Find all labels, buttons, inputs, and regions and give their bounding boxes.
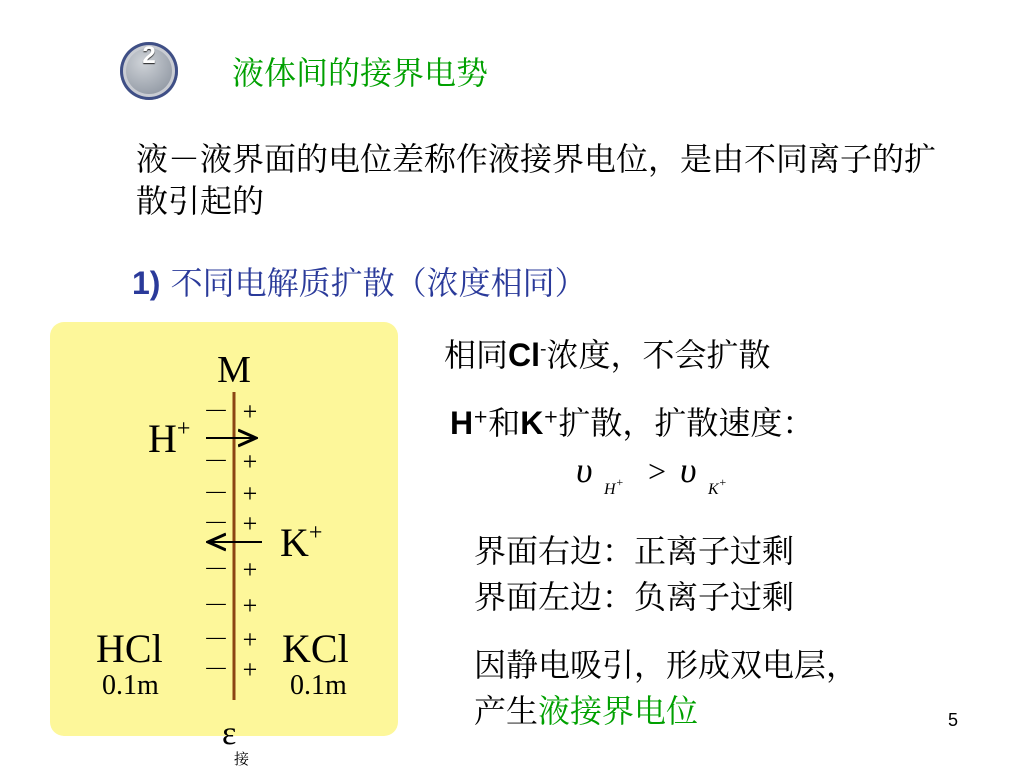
ion-diffusion-line: H+和K+扩散，扩散速度：: [450, 404, 815, 442]
double-layer-line: 因静电吸引，形成双电层，: [474, 646, 859, 684]
h-ion-label: H+: [148, 416, 191, 461]
plus-sign: +: [242, 655, 258, 684]
minus-sign: －: [202, 625, 230, 654]
velocity-symbol-h: υ: [576, 450, 593, 490]
highlight-term: 液接界电位: [538, 692, 699, 730]
right-side-excess-line: 界面右边：正离子过剩: [474, 532, 795, 570]
electrode-label: M: [217, 349, 251, 391]
section-number: 2: [142, 42, 156, 69]
velocity-subscript-h: H+: [604, 475, 624, 498]
minus-sign: －: [202, 509, 230, 538]
diffusion-rate-formula: [576, 450, 727, 498]
subheading-text: 不同电解质扩散（浓度相同）: [160, 264, 587, 302]
velocity-subscript-k: K+: [708, 475, 727, 498]
minus-sign: －: [202, 479, 230, 508]
charge-signs: [203, 397, 257, 684]
k-ion-label: K+: [280, 520, 323, 565]
left-solution-label: HCl: [96, 626, 163, 671]
slide-title: 液体间的接界电势: [232, 54, 489, 92]
epsilon-subscript: 接: [234, 750, 250, 768]
page-number: 5: [948, 710, 959, 730]
right-concentration: 0.1m: [290, 670, 347, 701]
minus-sign: －: [202, 447, 230, 476]
minus-sign: －: [202, 555, 230, 584]
intro-paragraph: 液－液界面的电位差称作液接界电位，是由不同离子的扩散引起的: [136, 140, 937, 220]
cl-concentration-line: 相同Cl-浓度，不会扩散: [444, 336, 771, 374]
junction-potential-line: 产生液接界电位: [474, 692, 699, 730]
minus-sign: －: [202, 591, 230, 620]
plus-sign: +: [242, 625, 258, 654]
epsilon-symbol: ε: [222, 715, 237, 752]
greater-than-sign: >: [648, 453, 667, 489]
plus-sign: +: [242, 509, 258, 538]
plus-sign: +: [242, 555, 258, 584]
plus-sign: +: [242, 397, 258, 426]
subheading-number: 1): [132, 265, 161, 301]
plus-sign: +: [242, 447, 258, 476]
minus-sign: －: [202, 655, 230, 684]
plus-sign: +: [242, 591, 258, 620]
minus-sign: －: [202, 397, 230, 426]
left-concentration: 0.1m: [102, 670, 159, 701]
right-solution-label: KCl: [282, 626, 349, 671]
velocity-symbol-k: υ: [680, 450, 697, 490]
plus-sign: +: [242, 479, 258, 508]
left-side-excess-line: 界面左边：负离子过剩: [474, 578, 795, 616]
